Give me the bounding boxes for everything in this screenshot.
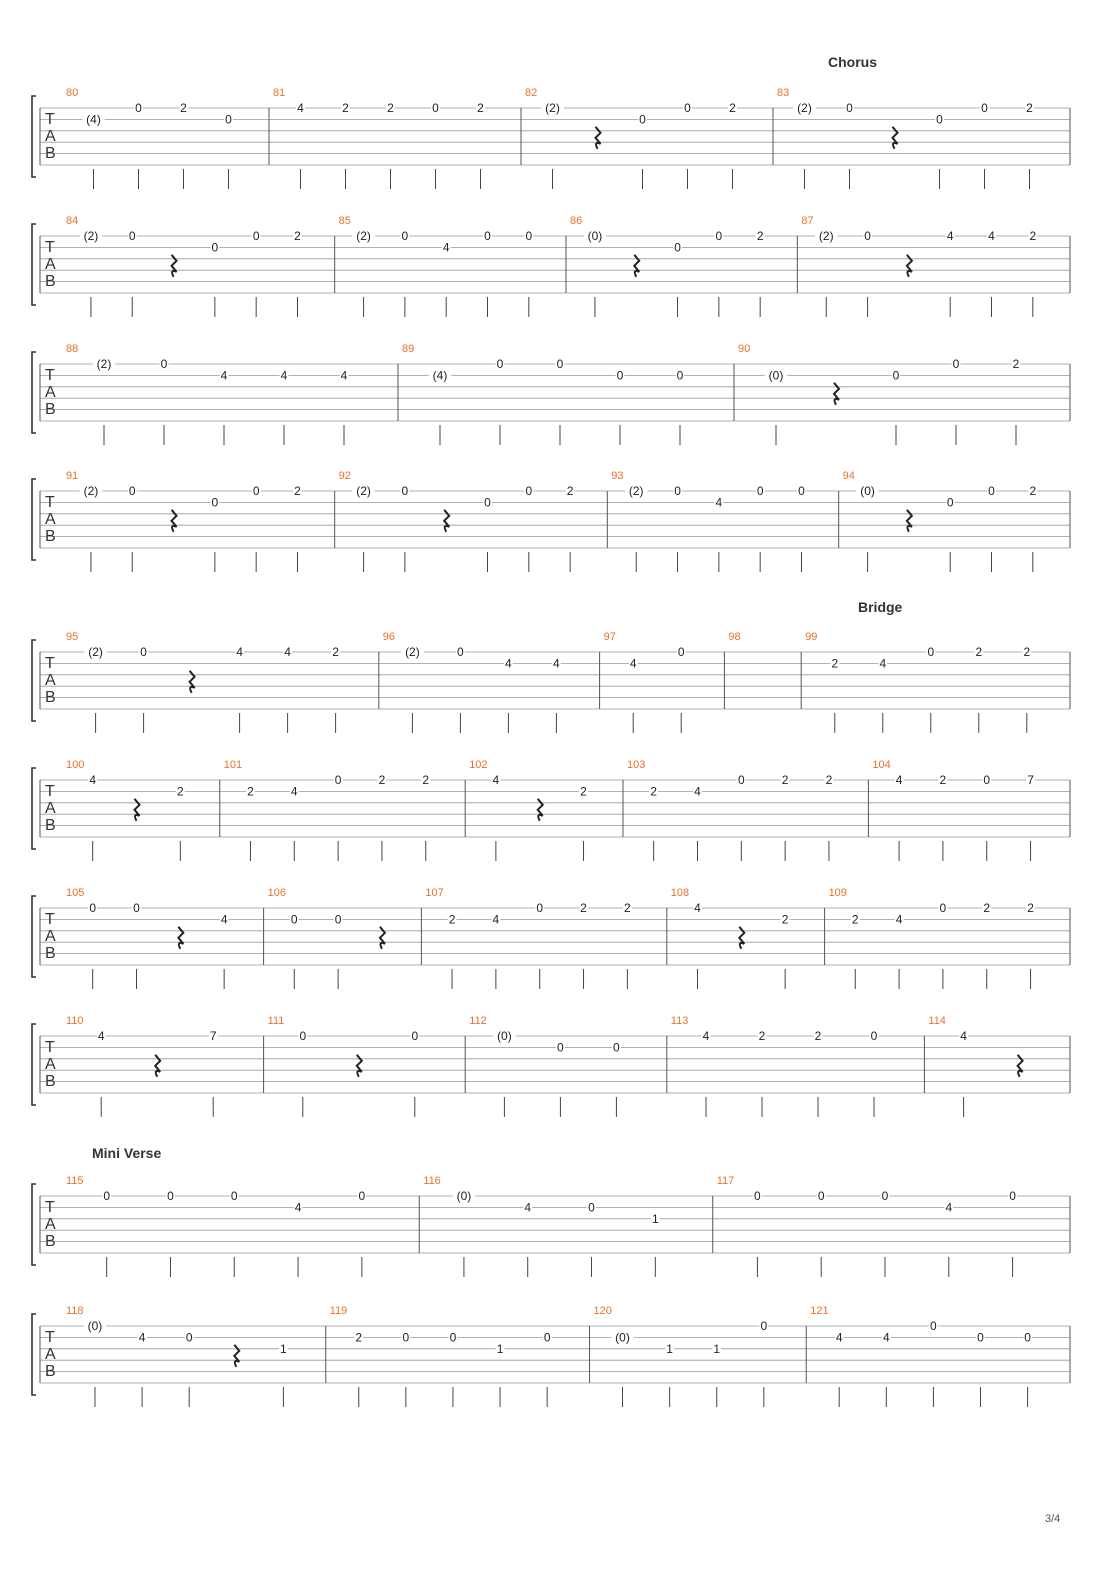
tab-clef-letter: T <box>45 1199 55 1216</box>
fret-number: (0) <box>587 229 603 243</box>
fret-number: (0) <box>456 1189 472 1203</box>
fret-number: (2) <box>405 645 420 659</box>
tab-clef-letter: B <box>45 689 56 706</box>
fret-number: 0 <box>754 1189 761 1203</box>
fret-number: 7 <box>209 1029 217 1043</box>
fret-number: 4 <box>236 645 243 659</box>
fret-number: 0 <box>290 912 298 927</box>
measure-number: 99 <box>805 631 818 643</box>
fret-number: 2 <box>758 1029 766 1043</box>
fret-number: 4 <box>294 1200 302 1215</box>
fret-number: 0 <box>930 1319 937 1333</box>
fret-number: (4) <box>86 112 101 127</box>
fret-number: 1 <box>651 1211 659 1226</box>
fret-number: (2) <box>356 484 371 498</box>
fret-number: 0 <box>817 1189 825 1203</box>
fret-number: 0 <box>952 357 960 371</box>
fret-number: 0 <box>616 368 624 383</box>
measure-number: 98 <box>728 631 741 643</box>
fret-number: 4 <box>280 368 288 383</box>
fret-number: 2 <box>814 1029 822 1043</box>
measure-number: 100 <box>66 759 85 771</box>
measure-number: 88 <box>66 343 79 355</box>
fret-number: 7 <box>1027 773 1034 787</box>
section-label-mini-verse: Mini Verse <box>92 1145 162 1161</box>
fret-number: 2 <box>781 773 789 787</box>
fret-number: 2 <box>1026 101 1033 115</box>
fret-number: (2) <box>797 101 812 115</box>
tab-clef-letter: T <box>45 239 55 256</box>
fret-number: 0 <box>674 240 681 255</box>
tab-clef-letter: A <box>45 1346 56 1363</box>
fret-number: 0 <box>185 1330 193 1345</box>
fret-number: 2 <box>825 773 833 787</box>
tab-clef-letter: A <box>45 1216 56 1233</box>
fret-number: 0 <box>167 1189 174 1203</box>
fret-number: 4 <box>945 1200 953 1215</box>
fret-number: 0 <box>299 1029 307 1043</box>
fret-number: 4 <box>297 101 304 115</box>
fret-number: 4 <box>879 656 887 671</box>
fret-number: 0 <box>983 773 991 787</box>
fret-number: 0 <box>211 240 219 255</box>
fret-number: 0 <box>128 229 136 243</box>
fret-number: 2 <box>477 101 484 115</box>
fret-number: 0 <box>864 229 871 243</box>
fret-number: 0 <box>556 357 564 371</box>
measure-number: 105 <box>66 887 85 899</box>
fret-number: (0) <box>497 1029 512 1043</box>
fret-number: 0 <box>411 1029 419 1043</box>
fret-number: 0 <box>639 112 646 127</box>
measure-number: 112 <box>469 1015 487 1027</box>
fret-number: (2) <box>88 645 103 659</box>
measure-number: 118 <box>66 1305 84 1317</box>
fret-number: 2 <box>378 773 386 787</box>
measure-number: 116 <box>423 1175 441 1187</box>
tab-clef-letter: A <box>45 256 56 273</box>
fret-number: 2 <box>342 101 349 115</box>
fret-number: 0 <box>677 645 685 659</box>
fret-number: 2 <box>180 101 187 115</box>
tab-clef-letter: B <box>45 1073 56 1090</box>
tab-clef-letter: B <box>45 1233 56 1250</box>
fret-number: 0 <box>870 1029 878 1043</box>
section-label-bridge: Bridge <box>858 599 903 615</box>
fret-number: 4 <box>220 368 228 383</box>
fret-number: 0 <box>401 229 409 243</box>
fret-number: 0 <box>674 484 681 498</box>
fret-number: 0 <box>402 1330 410 1345</box>
fret-number: 4 <box>290 784 298 799</box>
measure-number: 95 <box>66 631 79 643</box>
fret-number: 4 <box>505 656 512 671</box>
tab-clef-letter: A <box>45 511 56 528</box>
measure-number: 104 <box>872 759 891 771</box>
fret-number: 0 <box>449 1330 457 1345</box>
fret-number: 4 <box>97 1029 105 1043</box>
measure-number: 121 <box>810 1305 829 1317</box>
fret-number: 4 <box>694 901 701 915</box>
fret-number: (0) <box>615 1330 630 1345</box>
fret-number: 0 <box>981 101 988 115</box>
fret-number: 0 <box>525 229 533 243</box>
fret-number: (2) <box>628 484 644 498</box>
fret-number: 0 <box>977 1330 984 1345</box>
fret-number: 0 <box>684 101 691 115</box>
fret-number: 0 <box>536 901 544 915</box>
page-number: 3/4 <box>1045 1513 1061 1525</box>
fret-number: 0 <box>846 101 853 115</box>
tab-clef-letter: A <box>45 128 56 145</box>
fret-number: 4 <box>138 1330 146 1345</box>
fret-number: 0 <box>103 1189 111 1203</box>
fret-number: 2 <box>831 656 839 671</box>
measure-number: 93 <box>611 470 624 482</box>
fret-number: 0 <box>496 357 504 371</box>
fret-number: 0 <box>927 645 935 659</box>
fret-number: (0) <box>768 368 784 383</box>
tab-clef-letter: A <box>45 384 56 401</box>
measure-number: 96 <box>382 631 396 643</box>
fret-number: (0) <box>87 1319 103 1333</box>
fret-number: 4 <box>694 784 701 799</box>
fret-number: 0 <box>89 901 97 915</box>
fret-number: 2 <box>332 645 339 659</box>
fret-number: 4 <box>946 229 954 243</box>
measure-number: 106 <box>267 887 286 899</box>
measure-number: 108 <box>670 887 690 899</box>
fret-number: 1 <box>666 1341 673 1356</box>
measure-number: 110 <box>66 1015 84 1027</box>
fret-number: 0 <box>128 484 136 498</box>
fret-number: 0 <box>230 1189 238 1203</box>
fret-number: 0 <box>334 773 342 787</box>
fret-number: 2 <box>975 645 983 659</box>
fret-number: 4 <box>442 240 450 255</box>
measure-number: 103 <box>626 759 646 771</box>
fret-number: 0 <box>334 912 342 927</box>
tab-clef-letter: B <box>45 528 56 545</box>
fret-number: 2 <box>1023 645 1031 659</box>
measure-number: 97 <box>603 631 616 643</box>
fret-number: 0 <box>252 484 260 498</box>
fret-number: 0 <box>588 1200 595 1215</box>
tab-clef-letter: B <box>45 401 56 418</box>
fret-number: 0 <box>892 368 900 383</box>
measure-number: 80 <box>66 87 79 99</box>
fret-number: 1 <box>496 1341 504 1356</box>
tab-clef-letter: T <box>45 655 55 672</box>
tab-clef-letter: B <box>45 817 56 834</box>
fret-number: 4 <box>895 912 903 927</box>
measure-number: 119 <box>329 1305 348 1317</box>
fret-number: 2 <box>1012 357 1020 371</box>
fret-number: 0 <box>484 495 491 510</box>
measure-number: 109 <box>828 887 847 899</box>
fret-number: 4 <box>492 773 500 787</box>
fret-number: 2 <box>1029 229 1037 243</box>
fret-number: (2) <box>545 101 560 115</box>
fret-number: 0 <box>881 1189 889 1203</box>
measure-number: 117 <box>716 1175 735 1187</box>
fret-number: 0 <box>939 901 947 915</box>
fret-number: 0 <box>798 484 805 498</box>
tab-clef-letter: B <box>45 145 56 162</box>
measure-number: 114 <box>928 1015 946 1027</box>
fret-number: 2 <box>566 484 574 498</box>
fret-number: 4 <box>220 912 228 927</box>
fret-number: 2 <box>939 773 947 787</box>
fret-number: 2 <box>176 784 184 799</box>
tab-clef-letter: A <box>45 800 56 817</box>
tab-clef-letter: T <box>45 1039 55 1056</box>
tab-clef-letter: B <box>45 273 56 290</box>
measure-number: 102 <box>469 759 488 771</box>
fret-number: 4 <box>340 368 348 383</box>
fret-number: 0 <box>756 484 764 498</box>
fret-number: 0 <box>160 357 168 371</box>
fret-number: 0 <box>737 773 745 787</box>
measure-number: 86 <box>570 215 583 227</box>
fret-number: 0 <box>936 112 943 127</box>
fret-number: 2 <box>650 784 657 799</box>
measure-number: 87 <box>801 215 814 227</box>
measure-number: 115 <box>66 1175 84 1187</box>
fret-number: 0 <box>557 1040 564 1055</box>
fret-number: 4 <box>988 229 995 243</box>
tab-clef-letter: T <box>45 494 55 511</box>
fret-number: 0 <box>1024 1330 1031 1345</box>
fret-number: 0 <box>613 1040 620 1055</box>
section-label-chorus: Chorus <box>828 54 877 70</box>
tab-clef-letter: T <box>45 1329 55 1346</box>
tab-clef-letter: B <box>45 945 56 962</box>
fret-number: 2 <box>580 784 587 799</box>
fret-number: 0 <box>140 645 147 659</box>
fret-number: 1 <box>713 1341 721 1356</box>
fret-number: 0 <box>760 1319 768 1333</box>
measure-number: 83 <box>777 87 790 99</box>
tab-clef-letter: T <box>45 367 55 384</box>
measure-number: 85 <box>338 215 351 227</box>
fret-number: 0 <box>676 368 684 383</box>
tab-clef-letter: T <box>45 911 55 928</box>
fret-number: 2 <box>387 101 394 115</box>
fret-number: 4 <box>702 1029 710 1043</box>
fret-number: 2 <box>1027 901 1034 915</box>
fret-number: 0 <box>225 112 232 127</box>
fret-number: 2 <box>756 229 764 243</box>
fret-number: 4 <box>553 656 560 671</box>
measure-number: 89 <box>402 343 415 355</box>
measure-number: 120 <box>593 1305 612 1317</box>
fret-number: 4 <box>284 645 291 659</box>
fret-number: 0 <box>988 484 995 498</box>
fret-number: 2 <box>729 101 736 115</box>
fret-number: 0 <box>715 229 723 243</box>
measure-number: 92 <box>338 470 351 482</box>
fret-number: (0) <box>860 484 875 498</box>
fret-number: 4 <box>715 495 723 510</box>
fret-number: 0 <box>946 495 954 510</box>
measure-number: 81 <box>273 87 286 99</box>
fret-number: 1 <box>280 1341 287 1356</box>
fret-number: 0 <box>401 484 409 498</box>
fret-number: 4 <box>835 1330 843 1345</box>
fret-number: 0 <box>358 1189 366 1203</box>
measure-number: 84 <box>66 215 79 227</box>
fret-number: 0 <box>252 229 260 243</box>
fret-number: 4 <box>895 773 903 787</box>
fret-number: (2) <box>818 229 834 243</box>
fret-number: (2) <box>83 229 99 243</box>
fret-number: 2 <box>580 901 587 915</box>
fret-number: 2 <box>851 912 859 927</box>
fret-number: 2 <box>294 229 301 243</box>
fret-number: 2 <box>448 912 456 927</box>
tab-clef-letter: B <box>45 1363 56 1380</box>
fret-number: 2 <box>355 1330 363 1345</box>
fret-number: 2 <box>247 784 254 799</box>
tab-clef-letter: A <box>45 928 56 945</box>
fret-number: 4 <box>524 1200 532 1215</box>
fret-number: (2) <box>96 357 112 371</box>
fret-number: 0 <box>135 101 142 115</box>
measure-number: 91 <box>66 470 79 482</box>
fret-number: 4 <box>629 656 637 671</box>
fret-number: 2 <box>983 901 991 915</box>
fret-number: 0 <box>133 901 140 915</box>
fret-number: 0 <box>543 1330 551 1345</box>
fret-number: (2) <box>83 484 99 498</box>
fret-number: 0 <box>525 484 533 498</box>
tab-clef-letter: T <box>45 783 55 800</box>
fret-number: (2) <box>356 229 371 243</box>
measure-number: 90 <box>738 343 751 355</box>
fret-number: 0 <box>484 229 491 243</box>
fret-number: 4 <box>89 773 97 787</box>
measure-number: 82 <box>525 87 538 99</box>
fret-number: 4 <box>882 1330 890 1345</box>
fret-number: 0 <box>211 495 219 510</box>
measure-number: 101 <box>223 759 243 771</box>
measure-number: 107 <box>425 887 444 899</box>
fret-number: (4) <box>432 368 448 383</box>
fret-number: 2 <box>624 901 631 915</box>
fret-number: 0 <box>457 645 464 659</box>
fret-number: 0 <box>1009 1189 1016 1203</box>
fret-number: 2 <box>422 773 430 787</box>
tab-clef-letter: T <box>45 111 55 128</box>
measure-number: 113 <box>670 1015 689 1027</box>
measure-number: 111 <box>267 1015 285 1027</box>
fret-number: 2 <box>294 484 301 498</box>
tab-clef-letter: A <box>45 672 56 689</box>
fret-number: 4 <box>960 1029 967 1043</box>
fret-number: 2 <box>1029 484 1037 498</box>
fret-number: 4 <box>492 912 500 927</box>
measure-number: 94 <box>842 470 855 482</box>
fret-number: 0 <box>432 101 439 115</box>
fret-number: 2 <box>781 912 789 927</box>
tab-clef-letter: A <box>45 1056 56 1073</box>
